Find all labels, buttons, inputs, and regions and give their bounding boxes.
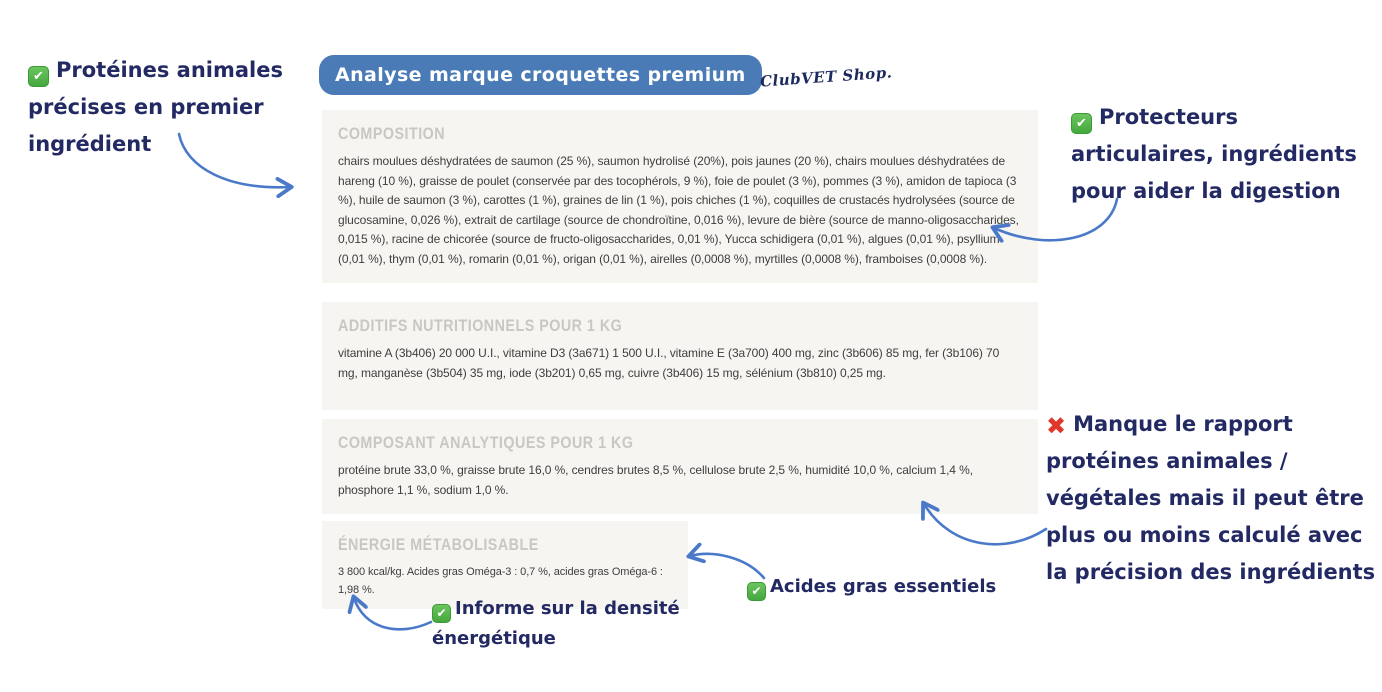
annotation-proteines-animales bbox=[28, 52, 318, 163]
annotation-line: ingrédient bbox=[28, 132, 152, 156]
page-title-label: Analyse marque croquettes premium bbox=[335, 64, 746, 86]
check-icon: ✔ bbox=[432, 604, 451, 623]
annotation-line: énergétique bbox=[432, 628, 556, 649]
annotation-informe-densite bbox=[432, 594, 682, 654]
section-composant-body: protéine brute 33,0 %, graisse brute 16,0 %, cendres brutes 8,5 %, cellulose brute 2,5 %, humidité 10,0 %, calcium 1,4 %, phosphore 1,1 %, sodium 1,0 %. bbox=[338, 463, 973, 497]
annotation-line: articulaires, ingrédients bbox=[1071, 142, 1357, 166]
check-icon: ✔ bbox=[28, 66, 49, 87]
annotation-line: protéines animales / bbox=[1046, 449, 1288, 473]
annotation-line: la précision des ingrédients bbox=[1046, 560, 1376, 584]
check-icon: ✔ bbox=[747, 582, 766, 601]
annotation-line: Informe sur la densité bbox=[455, 598, 680, 619]
annotation-protecteurs-articulaires bbox=[1071, 99, 1381, 210]
section-composition-body: chairs moulues déshydratées de saumon (25 %), saumon hydrolisé (20%), pois jaunes (20 %), chairs moulues déshydratées de hareng (10 %), graisse de poulet (conservée par des tocophérols, 9 %), foie de poulet (3 %), pommes (3 %), amidon de tapioca (3 %), huile de saumon (3 %), carottes (1 %), graines de lin (1 %), pois chiches (1 %), coquilles de crustacés hydrolysées (source de glucosamine, 0,026 %), extrait de cartilage (source de chondroïtine, 0,016 %), levure de bière (source de manno-oligosaccharides, 0,015 %), racine de chicorée (source de fructo-oligosaccharides, 0,01 %), Yucca schidigera (0,01 %), algues (0,01 %), psyllium (0,01 %), thym (0,01 %), romarin (0,01 %), origan (0,01 %), airelles (0,0008 %), myrtilles (0,0008 %), framboises (0,0008 %). bbox=[338, 154, 1019, 266]
annotation-line: Protecteurs bbox=[1099, 105, 1238, 129]
section-composition-heading: COMPOSITION bbox=[338, 124, 446, 143]
section-composant-heading: COMPOSANT ANALYTIQUES POUR 1 KG bbox=[338, 433, 634, 452]
section-additifs bbox=[322, 302, 1038, 410]
section-additifs-body: vitamine A (3b406) 20 000 U.I., vitamine D3 (3a671) 1 500 U.I., vitamine E (3a700) 400 mg, zinc (3b606) 85 mg, fer (3b106) 70 mg, manganèse (3b504) 35 mg, iode (3b201) 0,65 mg, cuivre (3b406) 15 mg, sélénium (3b810) 0,25 mg. bbox=[338, 346, 1000, 380]
section-energie-body: 3 800 kcal/kg. Acides gras Oméga-3 : 0,7 %, acides gras Oméga-6 : 1,98 %. bbox=[338, 566, 663, 596]
annotation-line: Manque le rapport bbox=[1073, 412, 1293, 436]
annotation-line: plus ou moins calculé avec bbox=[1046, 523, 1363, 547]
annotation-acides-gras bbox=[747, 572, 1027, 602]
section-additifs-heading: ADDITIFS NUTRITIONNELS POUR 1 KG bbox=[338, 316, 623, 335]
cross-icon: ✖ bbox=[1046, 412, 1067, 440]
section-energie-heading: ÉNERGIE MÉTABOLISABLE bbox=[338, 535, 539, 554]
section-composant-analytiques bbox=[322, 419, 1038, 514]
annotation-manque-rapport bbox=[1046, 406, 1382, 591]
annotation-line: végétales mais il peut être bbox=[1046, 486, 1364, 510]
annotation-line: précises en premier bbox=[28, 95, 264, 119]
check-icon: ✔ bbox=[1071, 113, 1092, 134]
annotation-line: pour aider la digestion bbox=[1071, 179, 1341, 203]
annotation-line: Protéines animales bbox=[56, 58, 283, 82]
annotation-line: Acides gras essentiels bbox=[770, 576, 997, 597]
brand-watermark: ClubVET Shop. bbox=[759, 63, 893, 91]
section-composition bbox=[322, 110, 1038, 283]
page-title bbox=[319, 55, 762, 95]
